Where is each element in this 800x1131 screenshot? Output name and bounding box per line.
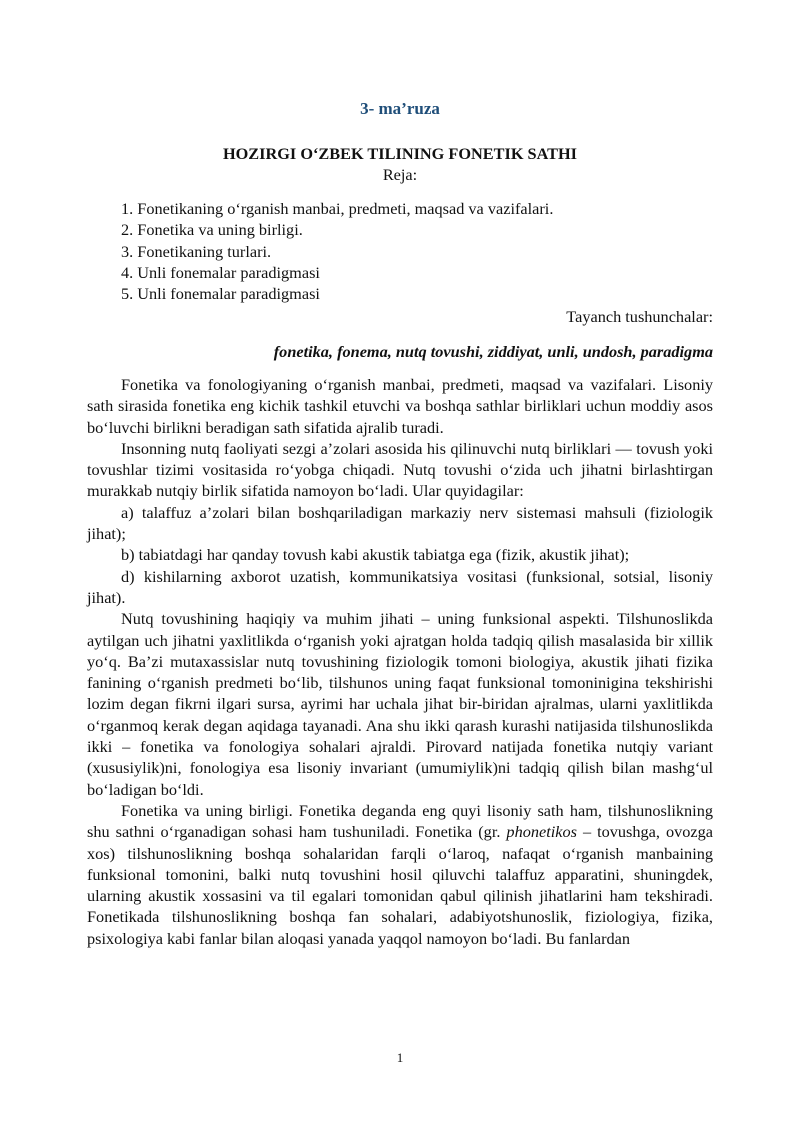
plan-item: 2. Fonetika va uning birligi. [121, 220, 303, 240]
paragraph-text: – tovushga, ovozga xos) tilshunoslikning boshqa sohalaridan farqli o‘laroq, nafaqat o‘rganish manbaining funksional tomonini, balki nutq tovushini hosil qiluvchi talaffuz apparatini, shuningdek, ularning akustik xossasini va til egalari tomonidan qabul qilinish jihatlarini ham tekshiradi. Fonetikada tilshunoslikning boshqa fan sohalari, adabiyotshunoslik, fiziologiya, fizika, psixologiya kabi fanlar bilan aloqasi yanada yaqqol namoyon bo‘ladi. Bu fanlardan [87, 822, 713, 948]
paragraph-text: Fonetika va uning birligi. Fonetika deganda eng quyi lisoniy sath ham, tilshunoslikning shu sathni o‘rganadigan sohasi ham tushuniladi. Fonetika (gr. [87, 800, 713, 842]
paragraph: Fonetika va fonologiyaning o‘rganish manbai, predmeti, maqsad va vazifalari. Lisoniy sath sirasida fonetika eng kichik tashkil etuvchi va boshqa sathlar birliklari uchun moddiy asos bo‘luvchi birlikni beradigan sath sifatida ajralib turadi. [87, 375, 713, 437]
keywords-label: Tayanch tushunchalar: [566, 307, 713, 326]
body-text [87, 374, 713, 949]
keywords-list: fonetika, fonema, nutq tovushi, ziddiyat, unli, undosh, paradigma [273, 342, 713, 361]
plan-item: 5. Unli fonemalar paradigmasi [121, 284, 320, 304]
greek-term: phonetikos [506, 822, 577, 842]
page-number: 1 [396, 1050, 404, 1065]
paragraph: d) kishilarning axborot uzatish, kommunikatsiya vositasi (funksional, sotsial, lisoniy jihat). [87, 566, 713, 607]
lecture-number-heading: 3- ma’ruza [360, 99, 440, 118]
paragraph: Insonning nutq faoliyati sezgi a’zolari asosida his qilinuvchi nutq birliklari — tovush yoki tovushlar tizimi vositasida ro‘yobga chiqadi. Nutq tovushi o‘zida uch jihatni birlashtirgan murakkab nutqiy birlik sifatida namoyon bo‘ladi. Ular quyidagilar: [87, 438, 713, 501]
plan-label: Reja: [382, 165, 418, 184]
plan-item: 4. Unli fonemalar paradigmasi [121, 262, 320, 282]
plan-item: 1. Fonetikaning o‘rganish manbai, predmeti, maqsad va vazifalari. [121, 199, 554, 218]
plan-item: 3. Fonetikaning turlari. [121, 241, 272, 261]
plan-list [121, 198, 553, 304]
paragraph: b) tabiatdagi har qanday tovush kabi akustik tabiatga ega (fizik, akustik jihat); [121, 545, 630, 565]
paragraph: a) talaffuz a’zolari bilan boshqariladigan markaziy nerv sistemasi mahsuli (fiziologik jihat); [87, 502, 713, 544]
document-title: HOZIRGI O‘ZBEK TILINING FONETIK SATHI [222, 144, 578, 163]
paragraph: Nutq tovushining haqiqiy va muhim jihati – uning funksional aspekti. Tilshunoslikda aytilgan uch jihatni yaxlitlikda o‘rganish yoki ajratgan holda tadqiq qilish masalasida bir xillik yo‘q. Ba’zi mutaxassislar nutq tovushining fiziologik tomoni biologiya, akustik jihati fizika fanining o‘rganish predmeti bo‘lib, tilshunos uning faqat funksional tomoninigina tekshirishi lozim degan fikrni ilgari sursa, ayrimi har uchala jihat bir-biridan ajralmas, ularni yaxlitlikda o‘rganmoq kerak degan aqidaga tayanadi. Ana shu ikki qarash kurashi natijasida tilshunoslikda ikki – fonetika va fonologiya sohalari ajraldi. Pirovard natijada fonetika nutqiy variant (xususiylik)ni, fonologiya esa lisoniy invariant (umumiylik)ni tadqiq qilish bilan mashg‘ul bo‘ladigan bo‘ldi. [87, 609, 713, 799]
paragraph-with-term [87, 800, 713, 949]
